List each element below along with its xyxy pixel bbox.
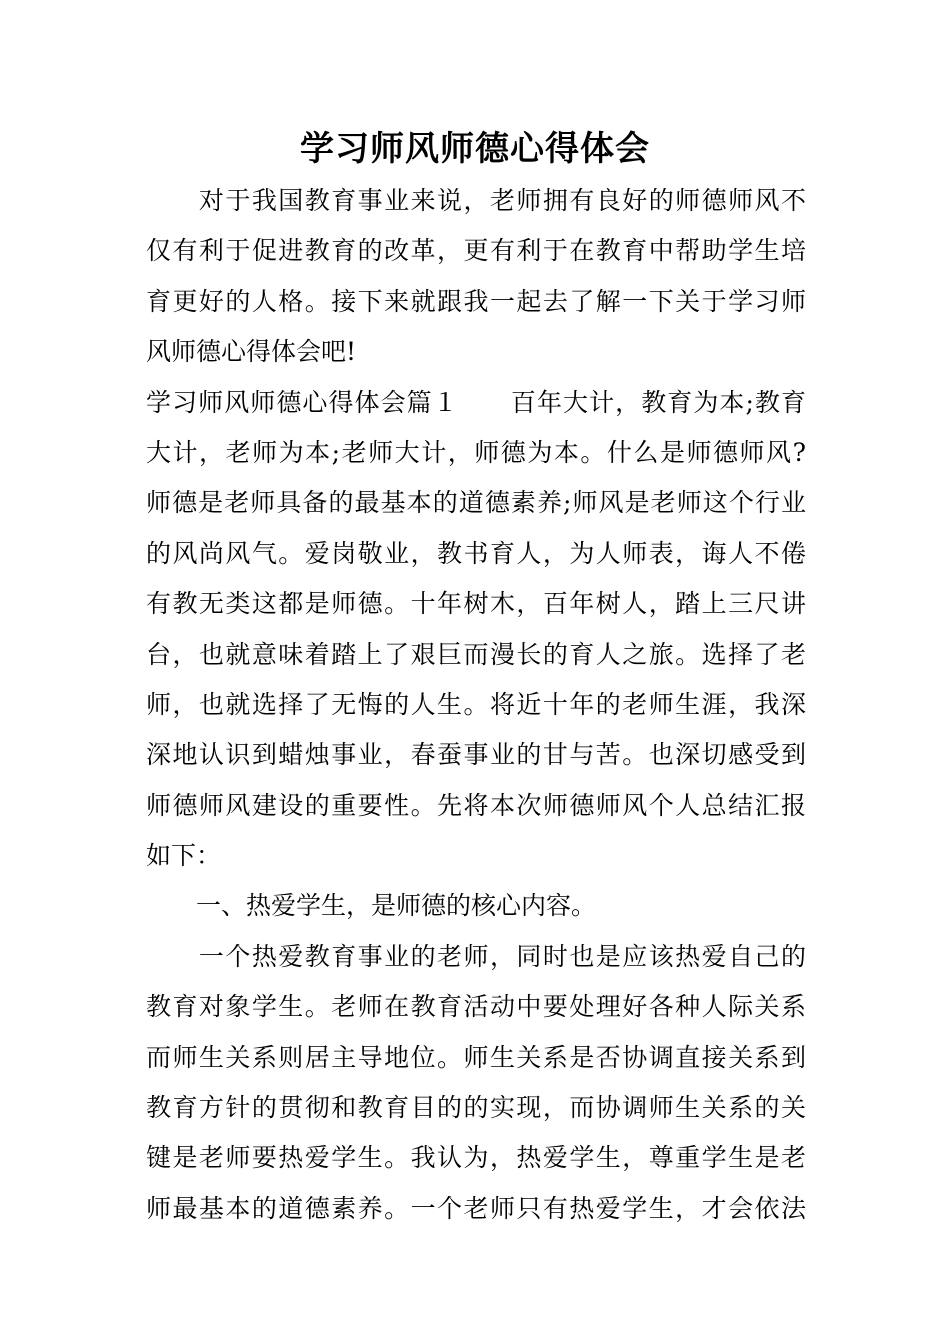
- body-line: 师最基本的道德素养。一个老师只有热爱学生，才会依法: [146, 1193, 806, 1223]
- body-line: 键是老师要热爱学生。我认为，热爱学生，尊重学生是老: [146, 1143, 806, 1173]
- section-heading-line: 学习师风师德心得体会篇１ 百年大计，教育为本;教育: [146, 387, 806, 417]
- document-body: [146, 176, 806, 1234]
- body-line: 而师生关系则居主导地位。师生关系是否协调直接关系到: [146, 1042, 806, 1072]
- body-line: 仅有利于促进教育的改革，更有利于在教育中帮助学生培: [146, 236, 806, 266]
- body-line: 深地认识到蜡烛事业，春蚕事业的甘与苦。也深切感受到: [146, 740, 806, 770]
- body-line: 有教无类这都是师德。十年树木，百年树人，踏上三尺讲: [146, 589, 806, 619]
- document-title: 学习师风师德心得体会: [300, 129, 650, 169]
- subheading-line: 一、热爱学生，是师德的核心内容。: [146, 891, 597, 921]
- body-line: 的风尚风气。爱岗敬业，教书育人，为人师表，诲人不倦: [146, 538, 806, 568]
- body-line: 教育对象学生。老师在教育活动中要处理好各种人际关系: [146, 992, 806, 1022]
- body-line: 教育方针的贯彻和教育目的的实现，而协调师生关系的关: [146, 1093, 806, 1123]
- body-line: 师，也就选择了无悔的人生。将近十年的老师生涯，我深: [146, 689, 806, 719]
- body-line: 大计，老师为本;老师大计，师德为本。什么是师德师风?: [146, 437, 806, 467]
- body-line: 师德是老师具备的最基本的道德素养;师风是老师这个行业: [146, 488, 806, 518]
- body-line: 一个热爱教育事业的老师，同时也是应该热爱自己的: [146, 941, 806, 971]
- body-line: 师德师风建设的重要性。先将本次师德师风个人总结汇报: [146, 790, 806, 820]
- body-line: 台，也就意味着踏上了艰巨而漫长的育人之旅。选择了老: [146, 639, 806, 669]
- body-line: 育更好的人格。接下来就跟我一起去了解一下关于学习师: [146, 286, 806, 316]
- body-line: 如下：: [146, 841, 222, 871]
- body-line: 对于我国教育事业来说，老师拥有良好的师德师风不: [146, 186, 806, 215]
- body-line: 风师德心得体会吧!: [146, 337, 357, 367]
